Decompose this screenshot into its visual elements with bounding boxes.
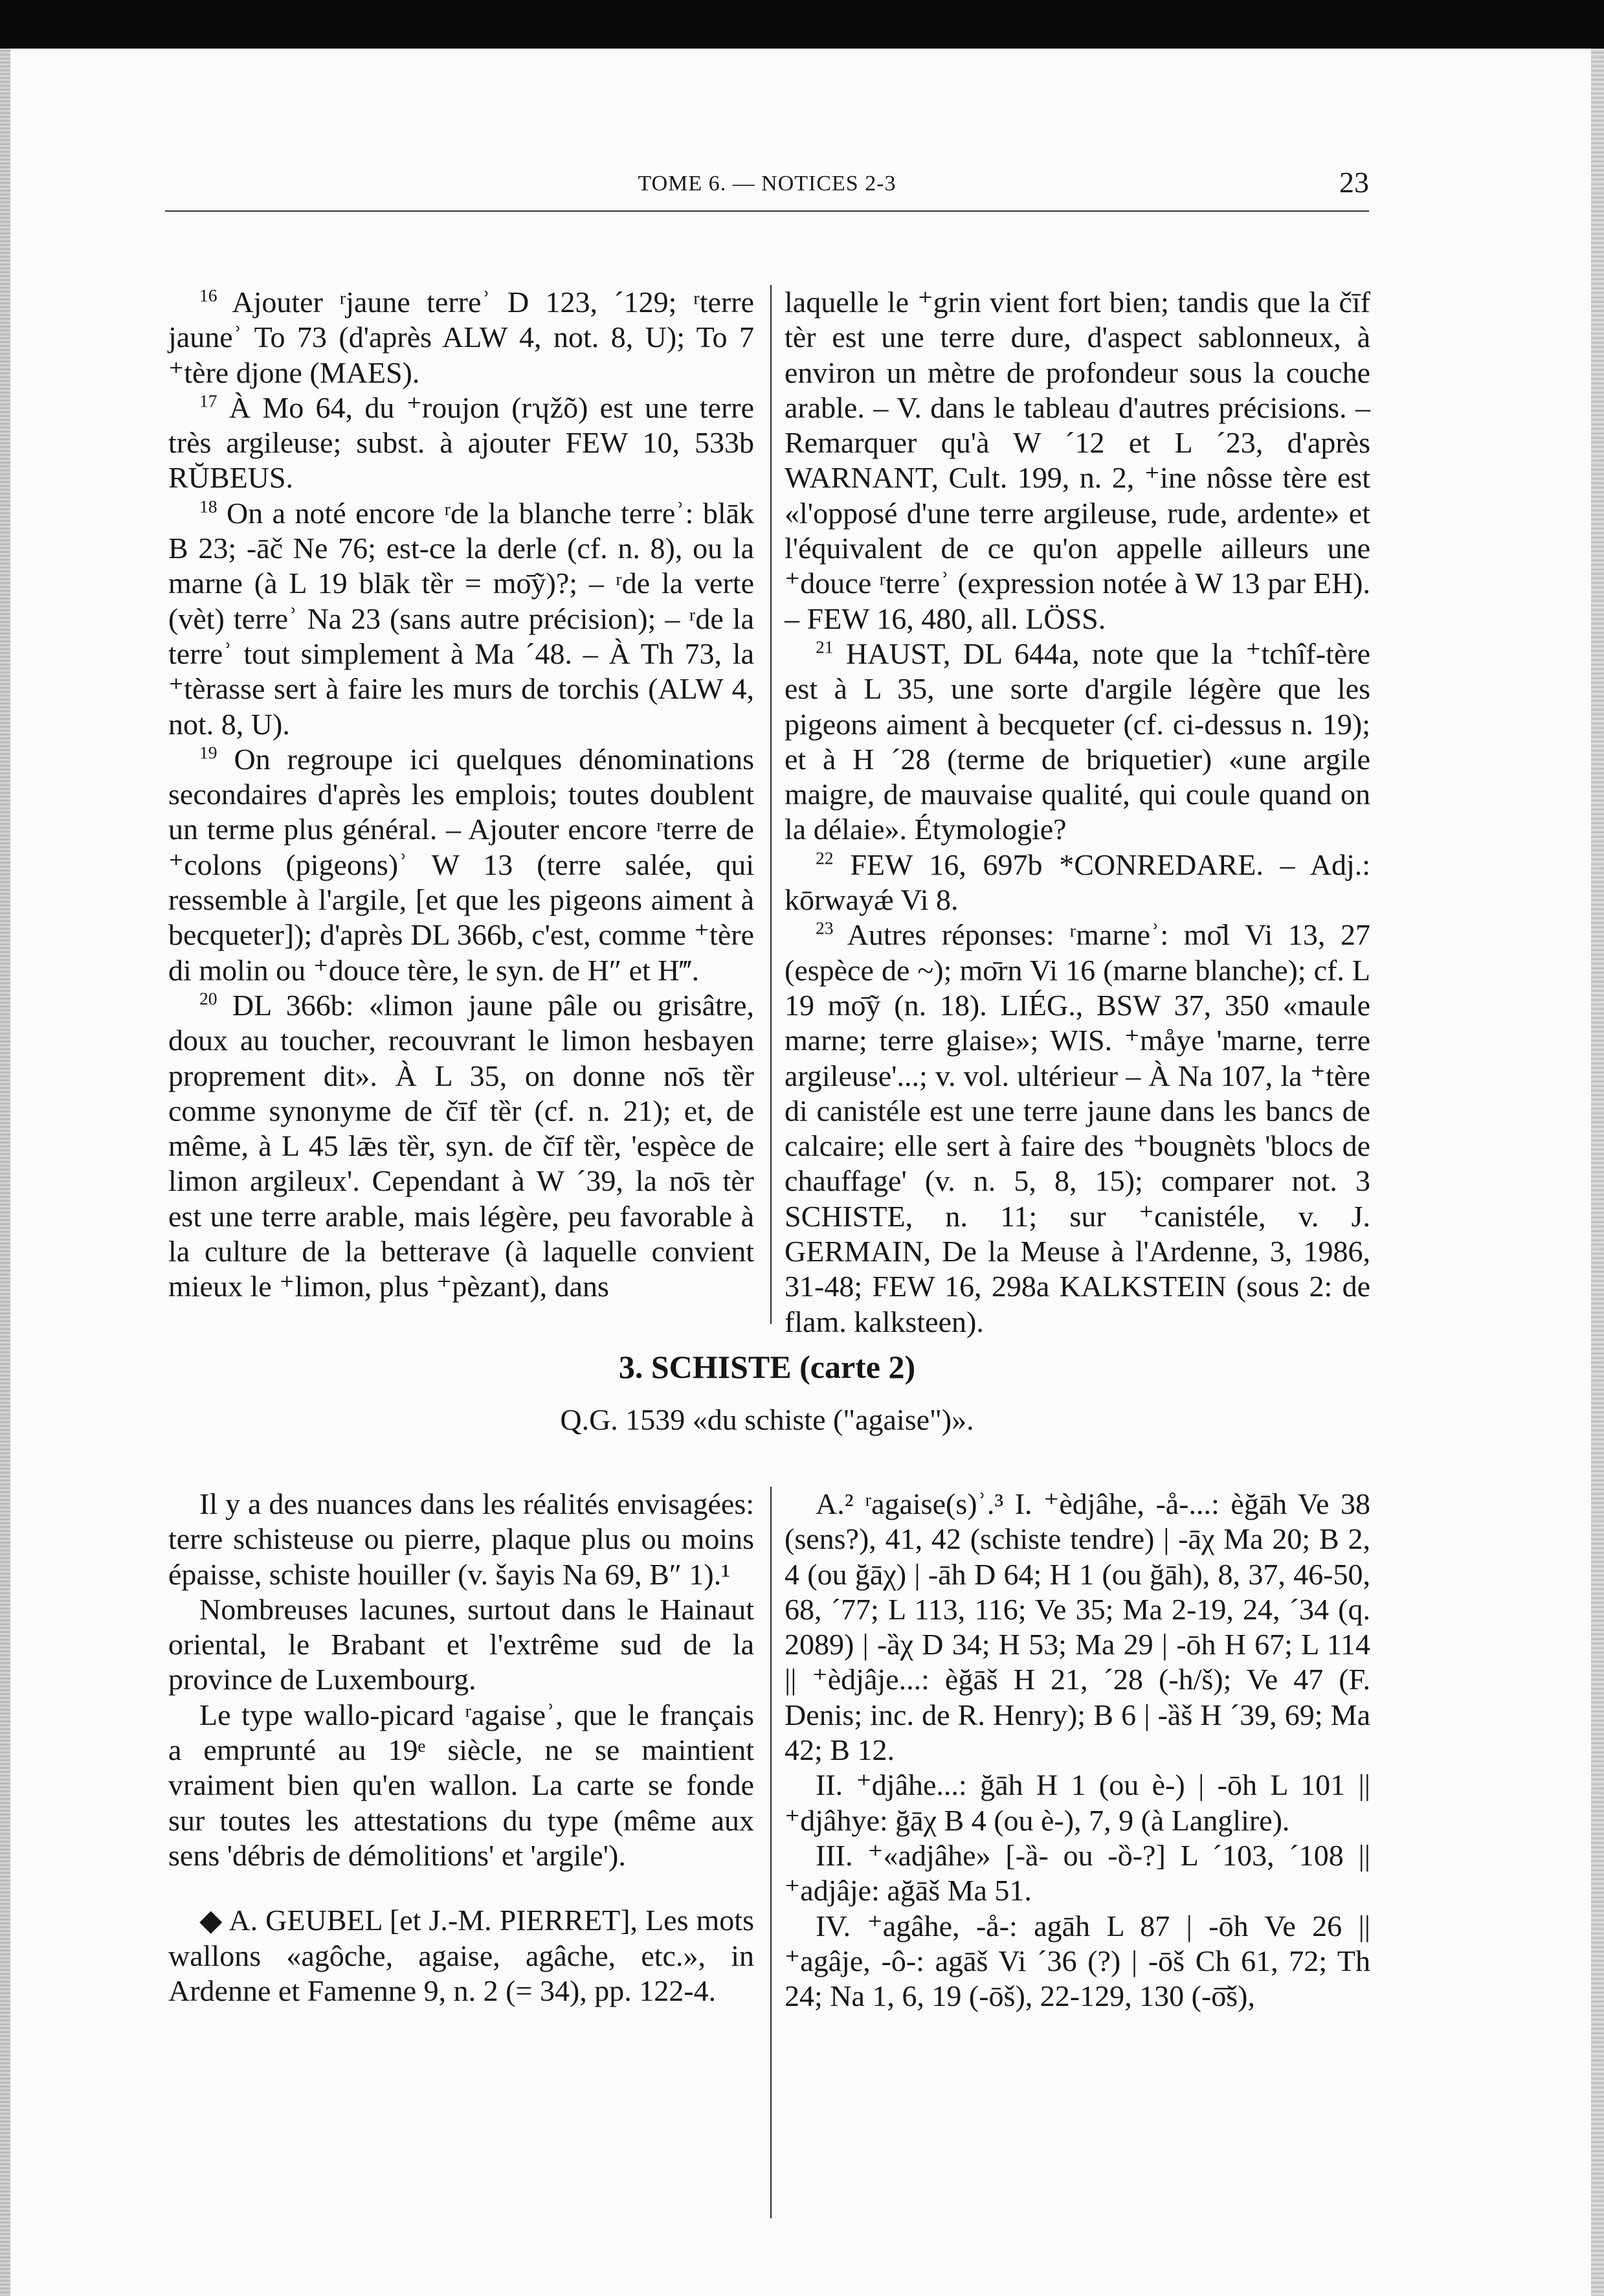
body-right-column [785, 1487, 1370, 2014]
note-20-continued [785, 285, 1370, 636]
note-text: DL 366b: «limon jaune pâle ou grisâtre, doux au toucher, recouvrant le limon hesbayen proprement dit». À L 35, on donne nо̄s tȅr comme synonyme de čīf tȅr (cf. n. 21); et, de même, à L 45 lǣs tȅr, syn. de čīf tȅr, 'espèce de limon argileux'. Cependant à W ´39, la nо̄s tèr est une terre arable, mais légère, peu favorable à la culture de la betterave (à laquelle convient mieux le ⁺limon, plus ⁺pèzant), dans [168, 988, 754, 1303]
note-number: 22 [816, 848, 834, 868]
column-divider [770, 1487, 772, 2218]
body-paragraph: Nombreuses lacunes, surtout dans le Hainaut oriental, le Brabant et l'extrême sud de la province de Luxembourg. [168, 1592, 754, 1696]
section-title: 3. SCHISTE (carte 2) [618, 1349, 916, 1385]
note-text: Ajouter ʳjaune terreʾ D 123, ´129; ʳterre jauneʾ To 73 (d'après ALW 4, not. 8, U); To 7 ⁺tère djone (MAES). [168, 286, 754, 389]
note-number: 21 [816, 636, 834, 657]
column-divider [770, 285, 772, 1324]
scan-left-edge [0, 49, 10, 2296]
note-number: 19 [199, 742, 217, 763]
note-number: 20 [199, 988, 217, 1009]
note-17 [168, 390, 754, 496]
questionnaire-reference: Q.G. 1539 «du schiste ("agaise")». [560, 1403, 974, 1436]
note-number: 23 [816, 918, 834, 939]
notes-right-column [785, 285, 1370, 1340]
form-entry: II. ⁺djâhe...: ğāh H 1 (ou è-) | -ōh L 101 || ⁺djâhye: ğāχ B 4 (ou è-), 7, 9 (à Langlire). [785, 1768, 1370, 1837]
body-paragraph: Le type wallo-picard ʳagaiseʾ, que le français a emprunté au 19ᵉ siècle, ne se maintient vraiment bien qu'en wallon. La carte se fonde sur toutes les attestations du type (même aux sens 'débris de démolitions' et 'argile'). [168, 1698, 754, 1872]
body-left-column [168, 1487, 754, 2009]
body-paragraph: Il y a des nuances dans les réalités envisagées: terre schisteuse ou pierre, plaque plus ou moins épaisse, schiste houiller (v. šayis Na 69, B″ 1).¹ [168, 1487, 754, 1591]
note-number: 16 [199, 285, 217, 306]
note-20 [168, 988, 754, 1305]
note-text: Autres réponses: ʳmarneʾ: mо̄l Vi 13, 27 (espèce de ~); mо̄rn Vi 16 (marne blanche); cf. L 19 mо̄ỹ (n. 18). LIÉG., BSW 37, 350 «maule marne; terre glaise»; WIS. ⁺måye 'marne, terre argileuse'...; v. vol. ultérieur – À Na 107, la ⁺tère di canistéle est une terre jaune dans les bancs de calcaire; elle sert à faire des ⁺bougnèts 'blocs de chauffage' (v. n. 5, 8, 15); comparer not. 3 SCHISTE, n. 11; sur ⁺canistéle, v. J. GERMAIN, De la Meuse à l'Ardenne, 3, 1986, 31-48; FEW 16, 298a KALKSTEIN (sous 2: de flam. kalksteen). [785, 918, 1370, 1338]
form-entry: A.² ʳagaise(s)ʾ.³ I. ⁺èdjâhe, -å-...: èğāh Ve 38 (sens?), 41, 42 (schiste tendre) | -āχ Ma 20; B 2, 4 (ou ğāχ) | -āh D 64; H 1 (ou ğāh), 8, 37, 46-50, 68, ´77; L 113, 116; Ve 35; Ma 2-19, 24, ´34 (q. 2089) | -ȁχ D 34; H 53; Ma 29 | -ōh H 67; L 114 || ⁺èdjâje...: èğāš H 21, ´28 (-h/š); Ve 47 (F. Denis; inc. de R. Henry); B 6 | -ȁš H ´39, 69; Ma 42; B 12. [785, 1487, 1370, 1767]
running-title: TOME 6. — NOTICES 2-3 [638, 172, 897, 196]
note-23 [785, 917, 1370, 1340]
running-head [165, 165, 1369, 212]
note-19 [168, 742, 754, 988]
paragraph-gap [168, 1873, 754, 1903]
scan-right-edge [1591, 49, 1604, 2296]
form-entry: IV. ⁺agâhe, -å-: agāh L 87 | -ōh Ve 26 || ⁺agâje, -ô-: agāš Vi ´36 (?) | -ōš Ch 61, 72; Th 24; Na 1, 6, 19 (-ōš), 22-129, 130 (-ō̄š), [785, 1909, 1370, 2013]
note-22 [785, 848, 1370, 918]
page-number: 23 [1339, 166, 1369, 199]
note-text: FEW 16, 697b *CONREDARE. – Adj.: kōrwayǽ Vi 8. [785, 848, 1370, 917]
note-16 [168, 285, 754, 390]
note-text: À Mo 64, du ⁺roujon (rʮžõ) est une terre très argileuse; subst. à ajouter FEW 10, 533b RŬBEUS. [168, 390, 754, 495]
note-number: 18 [199, 496, 217, 517]
note-text: On a noté encore ʳde la blanche terreʾ: blāk B 23; -āč Ne 76; est-ce la derle (cf. n. 8), ou la marne (à L 19 blāk tȅr = mо̄ỹ)?; – ʳde la verte (vèt) terreʾ Na 23 (sans autre précision); – ʳde la terreʾ tout simplement à Ma ´48. – À Th 73, la ⁺tèrasse sert à faire les murs de torchis (ALW 4, not. 8, U). [168, 496, 755, 741]
note-text: On regroupe ici quelques dénominations secondaires d'après les emplois; toutes doublent un terme plus général. – Ajouter encore ʳterre de ⁺colons (pigeons)ʾ W 13 (terre salée, qui ressemble à l'argile, [et que les pigeons aiment à becqueter]); d'après DL 366b, c'est, comme ⁺tère di molin ou ⁺douce tère, le syn. de H″ et H‴. [168, 742, 754, 987]
note-text: HAUST, DL 644a, note que la ⁺tchîf-tère est à L 35, une sorte d'argile légère que les pigeons aiment à becqueter (cf. ci-dessus n. 19); et à H ´28 (terme de briquetier) «une argile maigre, de mauvaise qualité, qui coule quand on la délaie». Étymologie? [785, 636, 1371, 846]
note-text: laquelle le ⁺grin vient fort bien; tandis que la čīf tèr est une terre dure, d'aspect sablonneux, à environ un mètre de profondeur sous la couche arable. – V. dans le tableau d'autres précisions. – Remarquer qu'à W ´12 et L ´23, d'après WARNANT, Cult. 199, n. 2, ⁺ine nôsse tère est «l'opposé d'une terre argileuse, rude, ardente» et l'équivalent de ce qu'on appelle ailleurs une ⁺douce ʳterreʾ (expression notée à W 13 par EH). – FEW 16, 480, all. LÖSS. [785, 286, 1370, 635]
notes-left-column [168, 285, 754, 1305]
scan-top-border [0, 0, 1604, 49]
form-entry: III. ⁺«adjâhe» [-ȁ- ou -ȍ-?] L ´103, ´108 || ⁺adjâje: ağāš Ma 51. [785, 1838, 1370, 1908]
bibliography-entry: ◆ A. GEUBEL [et J.-M. PIERRET], Les mots wallons «agôche, agaise, agâche, etc.», in Ardenne et Famenne 9, n. 2 (= 34), pp. 122-4. [168, 1904, 754, 2007]
note-number: 17 [199, 390, 217, 411]
note-18 [168, 496, 754, 742]
note-21 [785, 636, 1370, 848]
